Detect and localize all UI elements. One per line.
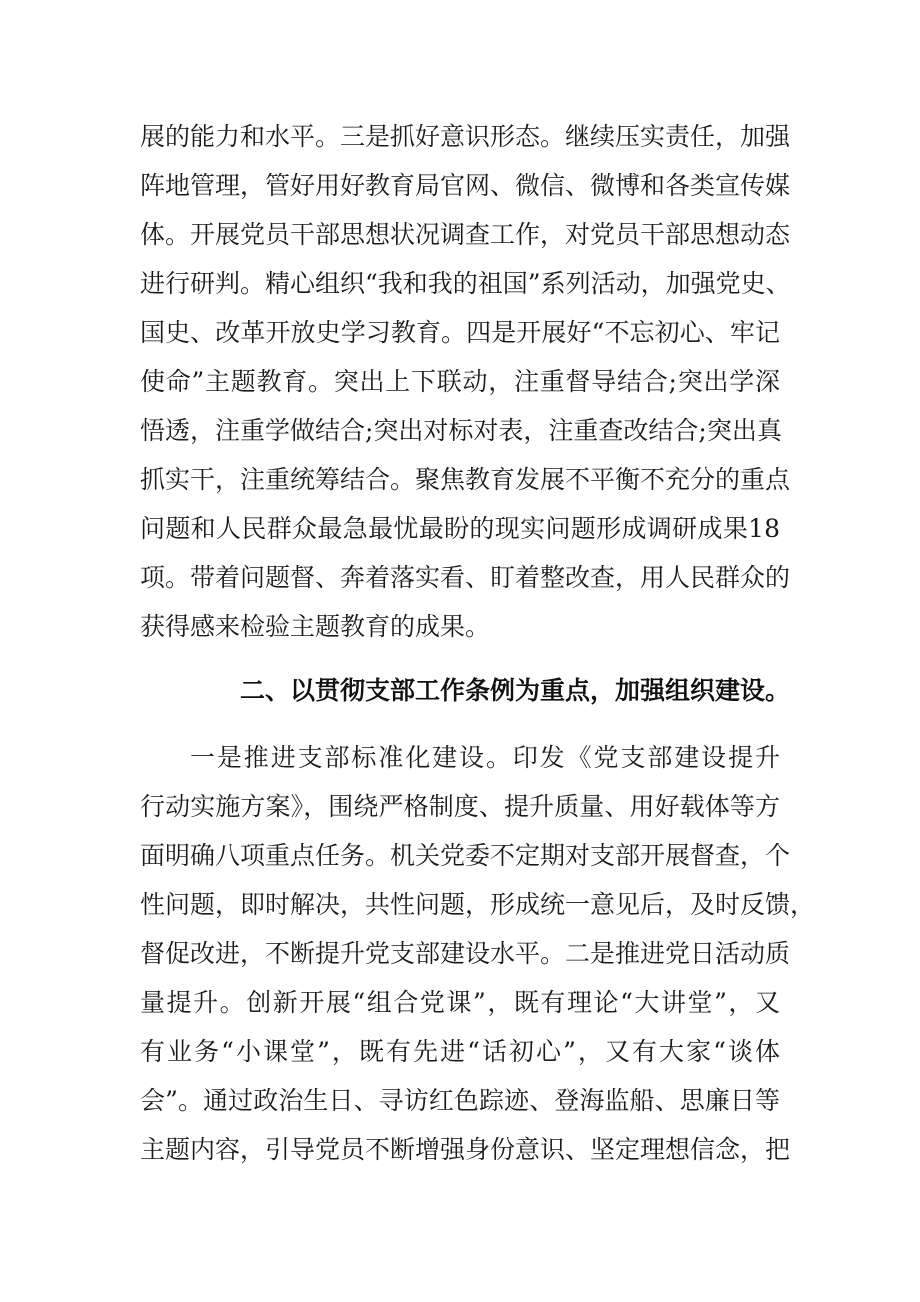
paragraph-1-line-2: 阵地管理，管好用好教育局官网、微信、微博和各类宣传媒 <box>140 171 791 200</box>
section-2-line-6: 量提升。创新开展“组合党课”，既有理论“大讲堂”，又 <box>140 988 780 1017</box>
paragraph-1-line-6: 使命”主题教育。突出上下联动，注重督导结合;突出学深 <box>140 367 780 396</box>
section-2-line-9: 主题内容，引导党员不断增强身份意识、坚定理想信念，把 <box>140 1135 791 1164</box>
section-2-line-3: 面明确八项重点任务。机关党委不定期对支部开展督查，个 <box>140 841 791 870</box>
section-2-line-8: 会”。通过政治生日、寻访红色踪迹、登海监船、思廉日等 <box>140 1086 780 1115</box>
section-2-line-1: 一是推进支部标准化建设。印发《党支部建设提升 <box>190 743 780 772</box>
paragraph-1-line-3: 体。开展党员干部思想状况调查工作，对党员干部思想动态 <box>140 220 791 249</box>
section-2-line-2: 行动实施方案》，围绕严格制度、提升质量、用好载体等方 <box>140 792 780 821</box>
paragraph-1-line-10: 项。带着问题督、奔着落实看、盯着整改查，用人民群众的 <box>140 563 791 592</box>
paragraph-1-line-11: 获得感来检验主题教育的成果。 <box>140 612 491 641</box>
paragraph-1-line-5: 国史、改革开放史学习教育。四是开展好“不忘初心、牢记 <box>140 318 780 347</box>
section-2-line-4: 性问题，即时解决，共性问题，形成统一意见后，及时反馈， <box>140 890 816 919</box>
section-2-line-5: 督促改进，不断提升党支部建设水平。二是推进党日活动质 <box>140 939 791 968</box>
paragraph-1-line-7: 悟透，注重学做结合;突出对标对表，注重查改结合;突出真 <box>140 416 782 445</box>
paragraph-1-line-4: 进行研判。精心组织“我和我的祖国”系列活动，加强党史、 <box>140 269 791 298</box>
section-2-heading: 二、以贯彻支部工作条例为重点，加强组织建设。 <box>240 676 791 705</box>
section-2-line-7: 有业务“小课堂”，既有先进“话初心”，又有大家“谈体 <box>140 1037 780 1066</box>
paragraph-1-line-1: 展的能力和水平。三是抓好意识形态。继续压实责任，加强 <box>140 122 791 151</box>
paragraph-1-line-9: 问题和人民群众最急最忧最盼的现实问题形成调研成果18 <box>140 514 780 543</box>
paragraph-1-line-8: 抓实干，注重统筹结合。聚焦教育发展不平衡不充分的重点 <box>140 465 791 494</box>
